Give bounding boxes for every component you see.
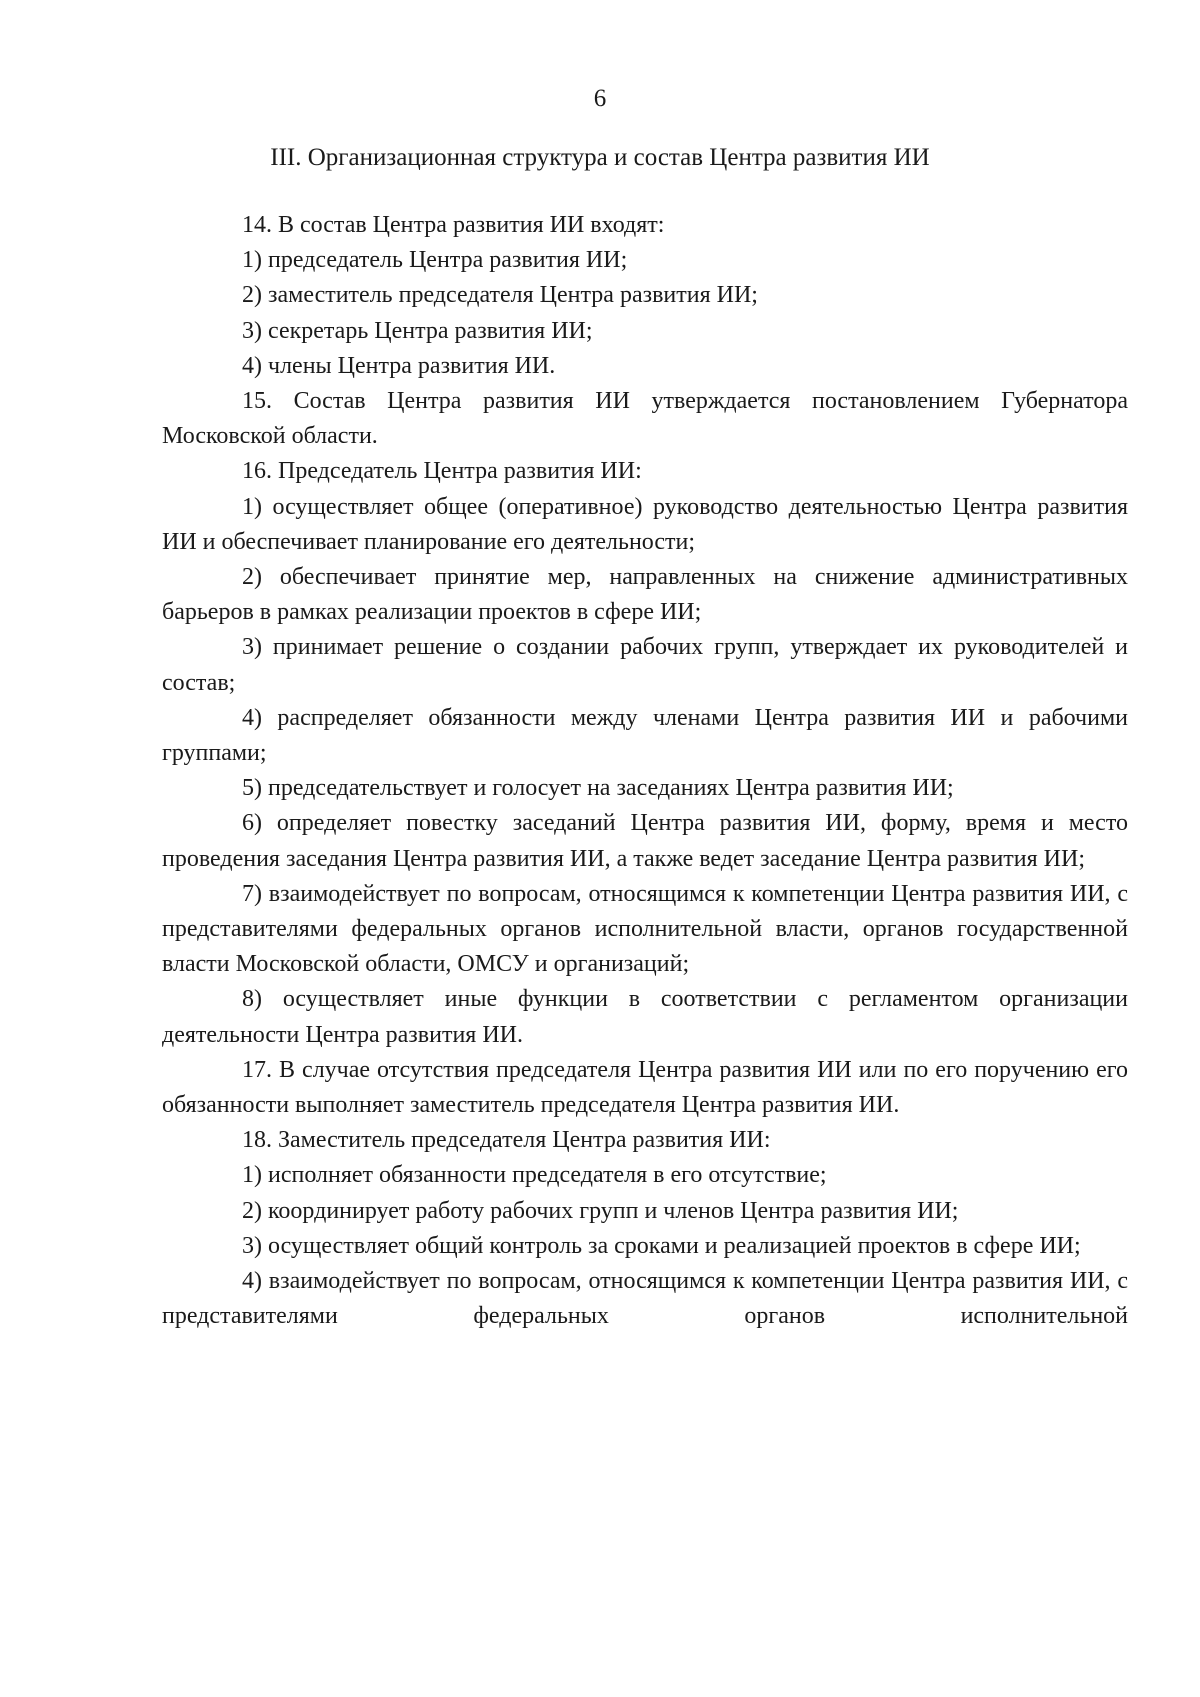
list-item-14-3: 3) секретарь Центра развития ИИ; xyxy=(242,317,593,344)
list-item-16-2: 2) обеспечивает принятие мер, направленных на снижение административных барьеров в рамках реализации проектов в сфере ИИ; xyxy=(162,564,1128,626)
list-item-14-1: 1) председатель Центра развития ИИ; xyxy=(242,247,628,274)
paragraph-16: 16. Председатель Центра развития ИИ: xyxy=(242,458,642,485)
list-item-14-2: 2) заместитель председателя Центра развития ИИ; xyxy=(242,282,758,309)
paragraph-15: 15. Состав Центра развития ИИ утверждается постановлением Губернатора Московской области. xyxy=(162,388,1128,450)
list-item-18-2: 2) координирует работу рабочих групп и членов Центра развития ИИ; xyxy=(242,1197,959,1224)
list-item-18-4: 4) взаимодействует по вопросам, относящимся к компетенции Центра развития ИИ, с представителями федеральных органов исполнительной xyxy=(162,1268,1128,1330)
list-item-16-1: 1) осуществляет общее (оперативное) руководство деятельностью Центра развития ИИ и обеспечивает планирование его деятельности; xyxy=(162,493,1128,555)
paragraph-14: 14. В состав Центра развития ИИ входят: xyxy=(242,212,665,238)
list-item-16-3: 3) принимает решение о создании рабочих групп, утверждает их руководителей и состав; xyxy=(162,634,1128,696)
document-body xyxy=(162,208,1128,1335)
list-item-18-1: 1) исполняет обязанности председателя в его отсутствие; xyxy=(242,1162,827,1189)
list-item-16-8: 8) осуществляет иные функции в соответствии с регламентом организации деятельности Центра развития ИИ. xyxy=(162,986,1128,1048)
page-number: 6 xyxy=(593,85,607,112)
list-item-14-4: 4) члены Центра развития ИИ. xyxy=(242,352,556,379)
list-item-16-6: 6) определяет повестку заседаний Центра развития ИИ, форму, время и место проведения заседания Центра развития ИИ, а также ведет заседание Центра развития ИИ; xyxy=(162,810,1128,872)
list-item-16-5: 5) председательствует и голосует на заседаниях Центра развития ИИ; xyxy=(242,775,954,802)
section-title: III. Организационная структура и состав Центра развития ИИ xyxy=(270,144,930,171)
list-item-16-4: 4) распределяет обязанности между членами Центра развития ИИ и рабочими группами; xyxy=(162,704,1128,767)
paragraph-17: 17. В случае отсутствия председателя Центра развития ИИ или по его поручению его обязанности выполняет заместитель председателя Центра развития ИИ. xyxy=(162,1056,1128,1119)
paragraph-18: 18. Заместитель председателя Центра развития ИИ: xyxy=(242,1127,771,1154)
list-item-16-7: 7) взаимодействует по вопросам, относящимся к компетенции Центра развития ИИ, с представителями федеральных органов исполнительной власти, органов государственной власти Московской области, ОМСУ и организаций; xyxy=(162,880,1128,978)
list-item-18-3: 3) осуществляет общий контроль за сроками и реализацией проектов в сфере ИИ; xyxy=(242,1232,1081,1259)
